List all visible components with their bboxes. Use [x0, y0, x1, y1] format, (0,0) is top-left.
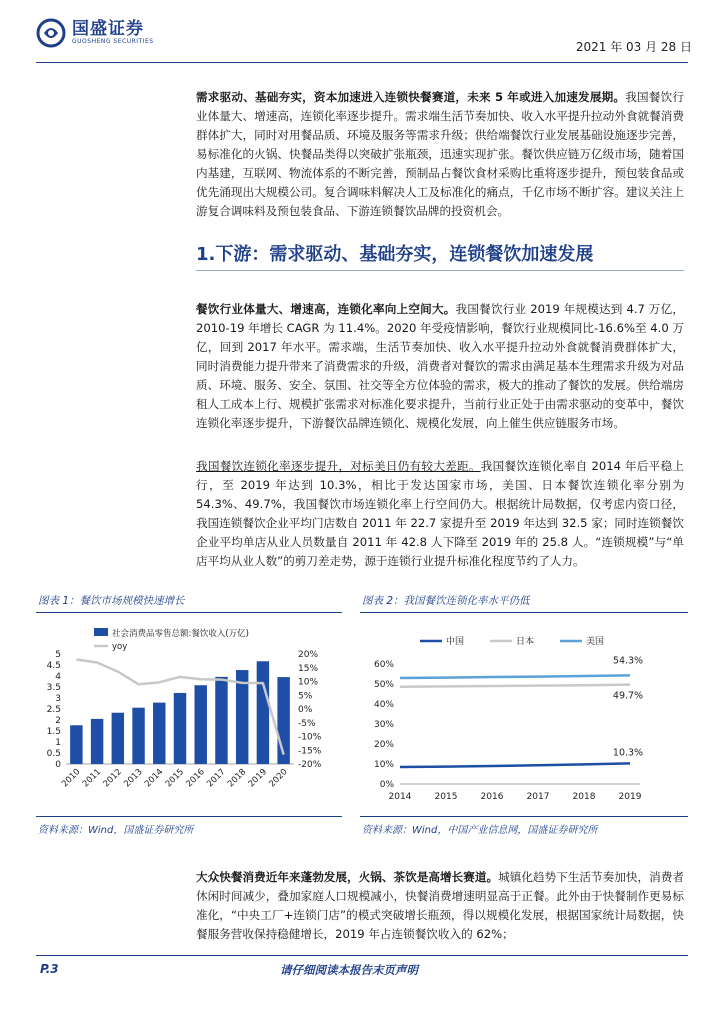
x-tick-label: 2018	[225, 767, 249, 790]
x-tick-label: 2019	[246, 767, 270, 790]
x-tick-label: 2018	[572, 792, 596, 802]
figure1-chart	[36, 614, 342, 814]
y-right-tick-label: 10%	[298, 677, 319, 688]
y-tick-label: 30%	[373, 720, 394, 730]
y-left-tick-label: 2.5	[46, 705, 61, 715]
bar-mark	[153, 703, 165, 764]
x-tick-label: 2017	[205, 767, 228, 790]
legend-bar-label: 社会消费品零售总额:餐饮收入(万亿)	[112, 629, 249, 639]
bar-mark	[112, 713, 124, 764]
logo-icon	[36, 18, 66, 48]
bar-mark	[174, 693, 186, 764]
y-left-tick-label: 1	[55, 738, 61, 748]
x-tick-label: 2020	[267, 767, 290, 790]
data-label: 10.3%	[612, 747, 644, 759]
y-right-tick-label: 20%	[298, 650, 319, 660]
bar-mark	[70, 725, 82, 764]
legend-label: 中国	[446, 637, 465, 647]
summary-paragraph	[196, 88, 684, 221]
figure1-bottom-rule	[36, 816, 342, 817]
para2-lead: 我国餐饮连锁化率逐步提升，对标美日仍有较大差距。	[196, 459, 481, 473]
data-label: 49.7%	[612, 690, 644, 702]
para1-text: 我国餐饮行业 2019 年规模达到 4.7 万亿，2010-19 年增长 CAGR 为 11.4%。2020 年受疫情影响，餐饮行业规模同比-16.6%至 4.0 万亿，回到 2017 年水平。需求端，生活节奏加快、收入水平提升拉动外食就餐消费群体扩大，同时消费能力提升带来了消费需求的升级，消费者对餐饮的需求由满足基本生理需求升级为对品质、环境、服务、安全、氛围、社交等全方位体验的需求，极大的推动了餐饮的发展。供给端房租人工成本上行、规模扩张需求对标准化要求提升，当前行业正处于由需求驱动的变革中，餐饮连锁化率逐步提升，下游餐饮品牌连锁化、规模化发展，向上催生供应链服务市场。	[196, 302, 684, 430]
y-tick-label: 40%	[373, 700, 394, 710]
x-tick-label: 2014	[388, 792, 412, 802]
legend-bar-swatch	[94, 628, 108, 636]
y-left-tick-label: 4.5	[46, 661, 61, 671]
header-rule	[36, 62, 688, 63]
para1-lead: 餐饮行业体量大、增速高，连锁化率向上空间大。	[196, 302, 456, 316]
y-left-tick-label: 2	[55, 716, 61, 726]
y-left-tick-label: 0.5	[46, 749, 61, 759]
y-right-tick-label: -15%	[298, 746, 322, 757]
para3-text: 城镇化趋势下生活节奏加快，消费者休闲时间减少，叠加家庭人口规模减小，快餐消费增速明显高于正餐。此外由于快餐制作更易标准化，“中央工厂+连锁门店”的模式突破增长瓶颈，得以规模化发展，根据国家统计局数据，快餐服务营收保持稳健增长，2019 年占连锁餐饮收入的 62%；	[196, 870, 684, 941]
body-paragraph-2	[196, 457, 684, 571]
summary-lead: 需求驱动、基础夯实，资本加速进入连锁快餐赛道，未来 5 年或进入加速发展期。	[196, 90, 626, 104]
report-date: 2021 年 03 月 28 日	[575, 40, 692, 54]
bar-mark	[132, 708, 144, 764]
legend-label: 美国	[586, 637, 605, 647]
x-tick-label: 2014	[143, 767, 166, 790]
y-tick-label: 0%	[379, 780, 394, 790]
series-line	[400, 763, 630, 767]
bar-mark	[215, 677, 227, 764]
data-label: 54.3%	[612, 655, 644, 667]
legend-yoy-label: yoy	[112, 642, 128, 652]
x-tick-label: 2015	[163, 767, 187, 790]
y-left-tick-label: 0	[55, 760, 61, 770]
x-tick-label: 2015	[434, 792, 458, 802]
logo-name-cn: 国盛证券	[72, 19, 144, 39]
footer-disclaimer: 请仔细阅读本报告末页声明	[280, 963, 418, 977]
series-line	[400, 675, 630, 678]
bar-mark	[91, 719, 103, 764]
body-paragraph-1	[196, 300, 684, 433]
figure2-title: 图表 2：我国餐饮连锁化率水平仍低	[362, 595, 530, 607]
figure1-title: 图表 1：餐饮市场规模快速增长	[38, 595, 185, 607]
x-tick-label: 2016	[480, 792, 504, 802]
y-left-tick-label: 5	[55, 650, 61, 660]
y-right-tick-label: -20%	[298, 760, 322, 770]
x-tick-label: 2017	[526, 792, 550, 802]
y-tick-label: 60%	[373, 660, 394, 670]
y-right-tick-label: 15%	[298, 663, 319, 674]
para2-text: 我国餐饮连锁化率自 2014 年后平稳上行，至 2019 年达到 10.3%，相比于发达国家市场，美国、日本餐饮连锁化率分别为 54.3%、49.7%，我国餐饮市场连锁化率上行空间仍大。根据统计局数据，仅考虑内资口径，我国连锁餐饮企业平均门店数自 2011 年 22.7 家提升至 2019 年达到 32.5 家；同时连锁餐饮企业平均单店从业人员数量自 2011 年 42.8 人下降至 2019 年的 25.8 人。“连锁规模”与“单店平均从业人数”的剪刀差走势，源于连锁行业提升标准化程度节约了人力。	[196, 459, 684, 568]
y-left-tick-label: 4	[55, 672, 61, 682]
x-tick-label: 2013	[122, 767, 145, 790]
y-tick-label: 50%	[373, 680, 394, 690]
summary-text: 我国餐饮行业体量大、增速高，连锁化率逐步提升。需求端生活节奏加快、收入水平提升拉动外食就餐消费群体扩大，同时对用餐品质、环境及服务等需求升级；供给端餐饮行业发展基础设施逐步完善，易标准化的火锅、快餐品类得以突破扩张瓶颈，迅速实现扩张。餐饮供应链万亿级市场，随着国内基建，互联网、物流体系的不断完善，预制品占餐饮食材采购比重将逐步提升，预包装食品或优先涌现出大规模公司。复合调味料解决人工及标准化的痛点，千亿市场不断扩容。建议关注上游复合调味料及预包装食品、下游连锁餐饮品牌的投资机会。	[196, 90, 684, 218]
x-tick-label: 2010	[60, 767, 83, 790]
bar-mark	[195, 685, 207, 764]
figure2-bottom-rule	[360, 816, 688, 817]
company-logo	[36, 18, 154, 48]
x-tick-label: 2019	[618, 792, 642, 802]
page-number: P.3	[40, 962, 59, 976]
y-tick-label: 20%	[373, 740, 394, 750]
logo-name-en: GUOSHENG SECURITIES	[72, 38, 154, 45]
figure2-chart	[360, 614, 688, 814]
x-tick-label: 2011	[80, 767, 104, 790]
y-left-tick-label: 3	[55, 694, 61, 704]
series-line	[400, 685, 630, 687]
x-tick-label: 2012	[101, 767, 124, 790]
figure2-source: 资料来源：Wind，中国产业信息网，国盛证券研究所	[362, 825, 598, 836]
y-left-tick-label: 3.5	[46, 683, 61, 693]
figure1-top-rule	[36, 612, 342, 613]
y-right-tick-label: -10%	[298, 732, 322, 743]
y-right-tick-label: -5%	[298, 718, 316, 729]
section-title: 1.下游：需求驱动、基础夯实，连锁餐饮加速发展	[196, 244, 594, 265]
legend-label: 日本	[516, 637, 535, 647]
y-right-tick-label: 5%	[298, 691, 313, 702]
body-paragraph-3	[196, 868, 684, 944]
footer-rule	[36, 955, 688, 956]
section-rule	[196, 270, 684, 271]
y-left-tick-label: 1.5	[46, 727, 61, 737]
para3-lead: 大众快餐消费近年来蓬勃发展，火锅、茶饮是高增长赛道。	[196, 870, 499, 884]
x-tick-label: 2016	[184, 767, 207, 790]
figure1-source: 资料来源：Wind，国盛证券研究所	[38, 825, 194, 836]
y-right-tick-label: 0%	[298, 705, 313, 715]
y-tick-label: 10%	[373, 760, 394, 770]
bar-mark	[257, 661, 269, 764]
figure2-top-rule	[360, 612, 688, 613]
page-header	[36, 18, 692, 62]
